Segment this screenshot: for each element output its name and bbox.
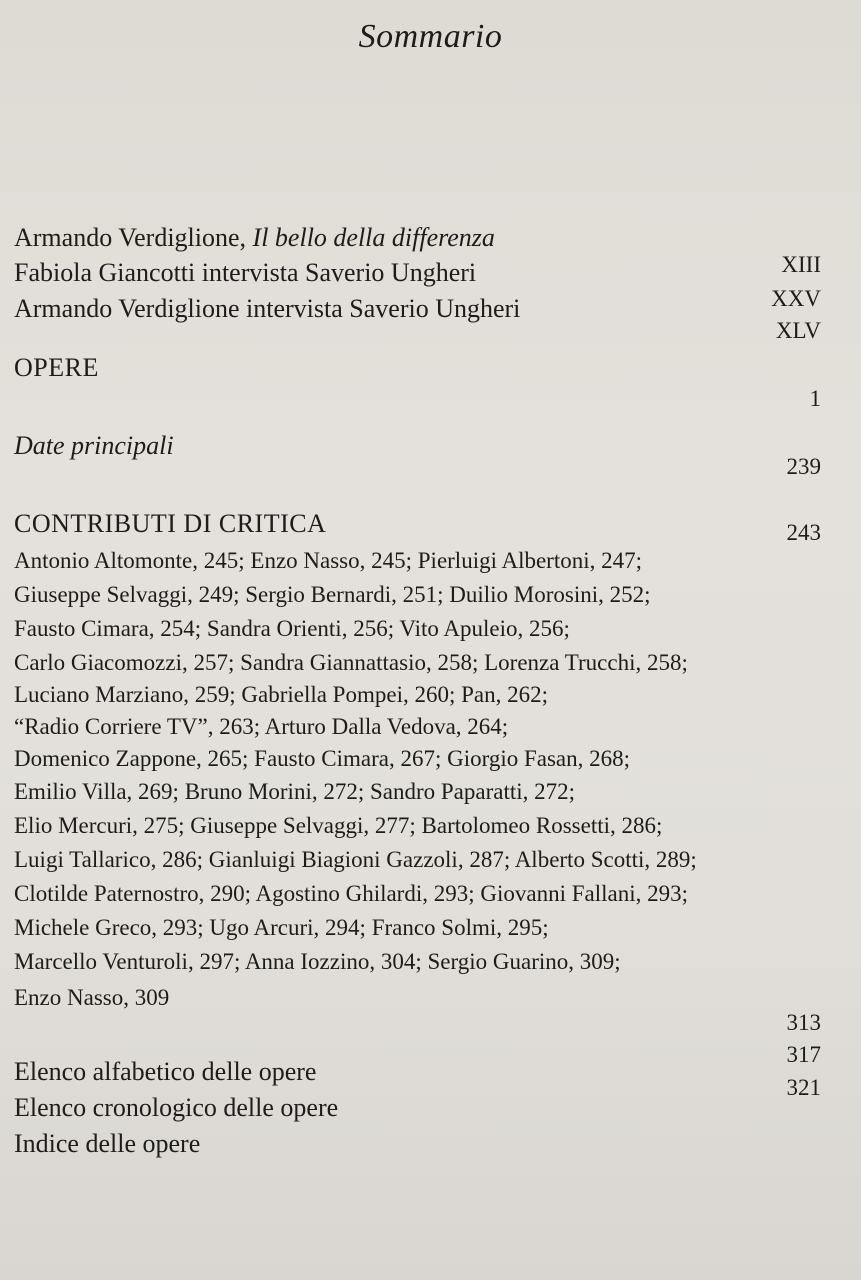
toc-entry-title: Il bello della differenza <box>252 223 495 252</box>
critica-line: Giuseppe Selvaggi, 249; Sergio Bernardi, 251; Duilio Morosini, 252; <box>14 582 651 607</box>
toc-entry-verdiglione-essay <box>14 222 495 254</box>
critica-line: Carlo Giacomozzi, 257; Sandra Giannattasio, 258; Lorenza Trucchi, 258; <box>14 650 688 675</box>
page-number: 243 <box>786 520 821 545</box>
critica-line: Elio Mercuri, 275; Giuseppe Selvaggi, 277; Bartolomeo Rossetti, 286; <box>14 813 663 838</box>
page-title: Sommario <box>358 18 503 55</box>
page-number: 239 <box>786 454 821 479</box>
critica-line: Antonio Altomonte, 245; Enzo Nasso, 245; Pierluigi Albertoni, 247; <box>14 548 642 573</box>
toc-entry-verdiglione-interview: Armando Verdiglione intervista Saverio Ungheri <box>14 294 521 323</box>
critica-line: Domenico Zappone, 265; Fausto Cimara, 267; Giorgio Fasan, 268; <box>14 746 631 771</box>
critica-line: Michele Greco, 293; Ugo Arcuri, 294; Franco Solmi, 295; <box>14 915 549 940</box>
critica-line: Marcello Venturoli, 297; Anna Iozzino, 304; Sergio Guarino, 309; <box>14 949 621 974</box>
toc-entry-author: Armando Verdiglione, <box>14 223 253 252</box>
critica-line: Luciano Marziano, 259; Gabriella Pompei, 260; Pan, 262; <box>14 682 548 707</box>
critica-line: “Radio Corriere TV”, 263; Arturo Dalla Vedova, 264; <box>14 714 509 739</box>
page-number: 1 <box>809 386 821 411</box>
critica-line: Clotilde Paternostro, 290; Agostino Ghilardi, 293; Giovanni Fallani, 293; <box>14 881 688 906</box>
critica-line: Emilio Villa, 269; Bruno Morini, 272; Sandro Paparatti, 272; <box>14 779 576 804</box>
toc-section-date-principali: Date principali <box>14 431 174 460</box>
page-number: XXV <box>771 286 821 311</box>
critica-line: Fausto Cimara, 254; Sandra Orienti, 256; Vito Apuleio, 256; <box>14 616 570 641</box>
critica-line: Enzo Nasso, 309 <box>14 985 170 1010</box>
critica-line: Luigi Tallarico, 286; Gianluigi Biagioni Gazzoli, 287; Alberto Scotti, 289; <box>14 847 697 872</box>
toc-section-opere: OPERE <box>14 353 99 382</box>
page-number: 317 <box>786 1042 821 1067</box>
toc-entry-indice: Indice delle opere <box>14 1129 201 1158</box>
page-number: XIII <box>781 252 821 277</box>
toc-entry-elenco-cronologico: Elenco cronologico delle opere <box>14 1093 339 1122</box>
page-number: XLV <box>775 318 821 343</box>
toc-section-contributi-di-critica: CONTRIBUTI DI CRITICA <box>14 509 327 538</box>
page-number: 313 <box>786 1010 821 1035</box>
page-number: 321 <box>786 1075 821 1100</box>
toc-entry-giancotti-interview: Fabiola Giancotti intervista Saverio Ungheri <box>14 258 477 287</box>
toc-entry-elenco-alfabetico: Elenco alfabetico delle opere <box>14 1057 317 1086</box>
